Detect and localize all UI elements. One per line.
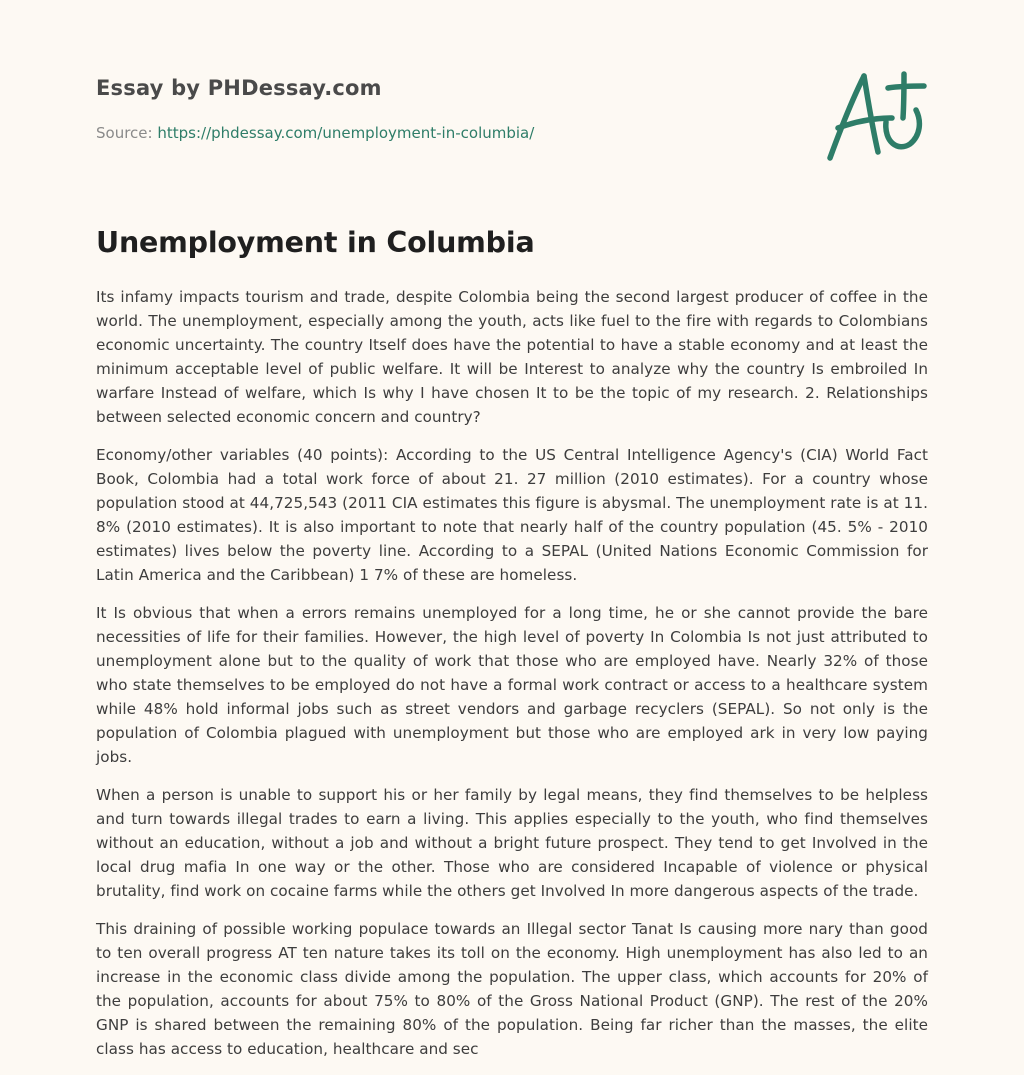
essay-paragraph: When a person is unable to support his or her family by legal means, they find themselves to be helpless and turn towards illegal trades to earn a living. This applies especially to the youth, who find themselves without an education, without a job and without a bright future prospect. They tend to get Involved in the local drug mafia In one way or the other. Those who are considered Incapable of violence or physical brutality, find work on cocaine farms while the others get Involved In more dangerous aspects of the trade.: [96, 786, 928, 900]
source-line: [96, 124, 534, 142]
essay-paragraph: Its infamy impacts tourism and trade, despite Colombia being the second largest producer of coffee in the world. The unemployment, especially among the youth, acts like fuel to the fire with regards to Colombians economic uncertainty. The country Itself does have the potential to have a stable economy and at least the minimum acceptable level of public welfare. It will be Interest to analyze why the country Is embroiled In warfare Instead of welfare, which Is why I have chosen It to be the topic of my research. 2. Relationships between selected economic concern and country?: [96, 288, 928, 426]
essay-paragraph: Economy/other variables (40 points): According to the US Central Intelligence Agency's (CIA) World Fact Book, Colombia had a total work force of about 21. 27 million (2010 estimates). For a country whose population stood at 44,725,543 (2011 CIA estimates this figure is abysmal. The unemployment rate is at 11. 8% (2010 estimates). It is also important to note that nearly half of the country population (45. 5% - 2010 estimates) lives below the poverty line. According to a SEPAL (United Nations Economic Commission for Latin America and the Caribbean) 1 7% of these are homeless.: [96, 446, 928, 584]
source-label: Source:: [96, 124, 153, 142]
site-title: Essay by PHDessay.com: [96, 76, 382, 100]
essay-paragraph: It Is obvious that when a errors remains unemployed for a long time, he or she cannot provide the bare necessities of life for their families. However, the high level of poverty In Colombia Is not just attributed to unemployment alone but to the quality of work that those who are employed have. Nearly 32% of those who state themselves to be employed do not have a formal work contract or access to a healthcare system while 48% hold informal jobs such as street vendors and garbage recyclers (SEPAL). So not only is the population of Colombia plagued with unemployment but those who are employed ark in very low paying jobs.: [96, 604, 928, 766]
essay-body: [96, 285, 928, 1075]
source-link[interactable]: https://phdessay.com/unemployment-in-columbia/: [157, 124, 535, 142]
essay-title: Unemployment in Columbia: [96, 226, 535, 259]
essay-paragraph: This draining of possible working populace towards an Illegal sector Tanat Is causing more nary than good to ten overall progress AT ten nature takes its toll on the economy. High unemployment has also led to an increase in the economic class divide among the population. The upper class, which accounts for 20% of the population, accounts for about 75% to 80% of the Gross National Product (GNP). The rest of the 20% GNP is shared between the remaining 80% of the population. Being far richer than the masses, the elite class has access to education, healthcare and sec: [96, 920, 928, 1058]
a-plus-grade-logo-icon: [822, 66, 928, 166]
